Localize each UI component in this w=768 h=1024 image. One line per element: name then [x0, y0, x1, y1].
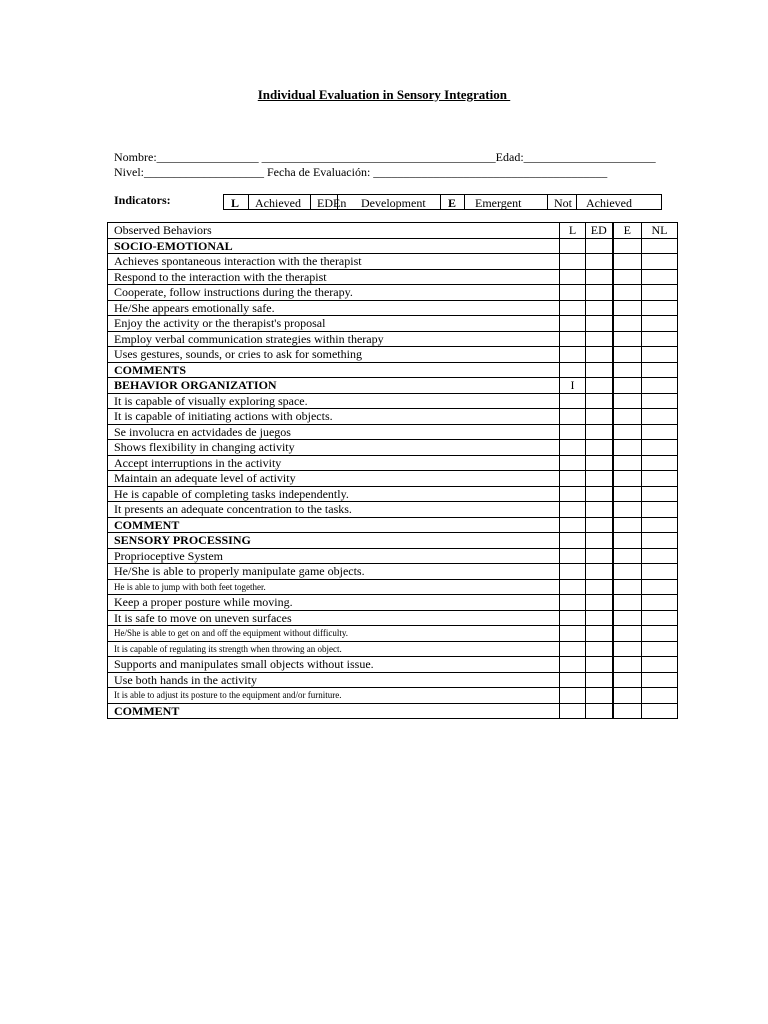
check-nl[interactable]: [642, 316, 678, 332]
check-l[interactable]: [560, 564, 586, 580]
check-e[interactable]: [613, 455, 642, 471]
check-l[interactable]: [560, 424, 586, 440]
table-row: [108, 440, 678, 456]
check-e[interactable]: [613, 688, 642, 704]
table-row: [108, 347, 678, 363]
behavior-label: Use both hands in the activity: [108, 672, 560, 688]
check-e[interactable]: [613, 579, 642, 595]
check-nl[interactable]: [642, 362, 678, 378]
table-row: [108, 626, 678, 642]
behavior-label: It is capable of initiating actions with objects.: [108, 409, 560, 425]
check-ed[interactable]: [586, 424, 613, 440]
check-l[interactable]: [560, 455, 586, 471]
check-nl[interactable]: [642, 331, 678, 347]
indicator-e: E: [448, 196, 457, 210]
table-row: [108, 471, 678, 487]
check-nl[interactable]: [642, 672, 678, 688]
table-row: [108, 285, 678, 301]
check-nl[interactable]: [642, 703, 678, 719]
check-l[interactable]: [560, 688, 586, 704]
section-title: BEHAVIOR ORGANIZATION: [108, 378, 560, 394]
table-row: [108, 688, 678, 704]
check-nl[interactable]: [642, 610, 678, 626]
section-row: [108, 533, 678, 549]
check-e[interactable]: [613, 626, 642, 642]
behavior-label: It is capable of visually exploring space.: [108, 393, 560, 409]
behavior-label: It is safe to move on uneven surfaces: [108, 610, 560, 626]
check-ed[interactable]: [586, 254, 613, 270]
check-ed[interactable]: [586, 486, 613, 502]
check-e[interactable]: [613, 254, 642, 270]
check-e[interactable]: [613, 610, 642, 626]
check-nl[interactable]: [642, 269, 678, 285]
check-nl[interactable]: [642, 254, 678, 270]
check-l[interactable]: [560, 347, 586, 363]
check-nl[interactable]: [642, 486, 678, 502]
indicator-l-text: Achieved: [255, 196, 301, 210]
section-title: SOCIO-EMOTIONAL: [108, 238, 560, 254]
check-e[interactable]: [613, 548, 642, 564]
indicator-nl: Not: [554, 196, 572, 210]
table-row: [108, 486, 678, 502]
header-e: E: [613, 223, 642, 239]
behavior-label: Shows flexibility in changing activity: [108, 440, 560, 456]
check-ed[interactable]: [586, 316, 613, 332]
check-ed[interactable]: [586, 626, 613, 642]
behavior-label: Accept interruptions in the activity: [108, 455, 560, 471]
check-e[interactable]: [613, 502, 642, 518]
check-nl[interactable]: [642, 564, 678, 580]
check-nl[interactable]: [642, 641, 678, 657]
table-row: [108, 254, 678, 270]
check-ed[interactable]: [586, 300, 613, 316]
check-ed[interactable]: [586, 393, 613, 409]
behavior-label: Supports and manipulates small objects without issue.: [108, 657, 560, 673]
check-ed[interactable]: [586, 285, 613, 301]
behavior-label: Respond to the interaction with the therapist: [108, 269, 560, 285]
check-nl[interactable]: [642, 657, 678, 673]
check-nl[interactable]: [642, 440, 678, 456]
check-e[interactable]: [613, 595, 642, 611]
check-nl[interactable]: [642, 378, 678, 394]
section-title: SENSORY PROCESSING: [108, 533, 560, 549]
check-ed[interactable]: [586, 703, 613, 719]
check-e[interactable]: [613, 672, 642, 688]
comment-row: [108, 362, 678, 378]
check-l[interactable]: [560, 362, 586, 378]
behavior-label: Se involucra en actvidades de juegos: [108, 424, 560, 440]
check-ed[interactable]: [586, 347, 613, 363]
table-row: [108, 393, 678, 409]
check-nl[interactable]: [642, 626, 678, 642]
check-nl[interactable]: [642, 285, 678, 301]
table-row: [108, 641, 678, 657]
check-e[interactable]: [613, 285, 642, 301]
check-nl[interactable]: [642, 471, 678, 487]
check-e[interactable]: [613, 424, 642, 440]
check-e[interactable]: [613, 440, 642, 456]
check-e[interactable]: [613, 517, 642, 533]
table-row: [108, 409, 678, 425]
behaviors-table: [107, 222, 678, 719]
check-ed[interactable]: [586, 440, 613, 456]
table-row: [108, 548, 678, 564]
behavior-label: Enjoy the activity or the therapist's proposal: [108, 316, 560, 332]
check-l[interactable]: [560, 657, 586, 673]
table-row: [108, 579, 678, 595]
indicator-nl-text: Achieved: [586, 196, 632, 210]
check-nl[interactable]: [642, 347, 678, 363]
table-row: [108, 672, 678, 688]
check-l[interactable]: [560, 254, 586, 270]
check-ed[interactable]: [586, 409, 613, 425]
table-row: [108, 424, 678, 440]
check-e[interactable]: [613, 238, 642, 254]
check-e[interactable]: [613, 703, 642, 719]
check-l[interactable]: [560, 486, 586, 502]
comment-row: [108, 517, 678, 533]
check-ed[interactable]: [586, 331, 613, 347]
check-l[interactable]: [560, 517, 586, 533]
behavior-label: Employ verbal communication strategies within therapy: [108, 331, 560, 347]
check-e[interactable]: [613, 316, 642, 332]
check-ed[interactable]: [586, 672, 613, 688]
comment-row: [108, 703, 678, 719]
check-ed[interactable]: [586, 533, 613, 549]
behavior-label: He/She is able to properly manipulate game objects.: [108, 564, 560, 580]
behavior-label: He/She appears emotionally safe.: [108, 300, 560, 316]
behavior-label: It is able to adjust its posture to the equipment and/or furniture.: [108, 688, 560, 704]
level-date-line: Nivel:____________________ Fecha de Evaluación: _______________________________________: [114, 165, 608, 179]
check-ed[interactable]: [586, 688, 613, 704]
check-l[interactable]: [560, 579, 586, 595]
indicator-l: L: [231, 196, 240, 210]
section-row: [108, 238, 678, 254]
check-nl[interactable]: [642, 688, 678, 704]
check-nl[interactable]: [642, 424, 678, 440]
check-ed[interactable]: [586, 548, 613, 564]
check-ed[interactable]: [586, 610, 613, 626]
comment-label: COMMENT: [108, 703, 560, 719]
check-e[interactable]: [613, 347, 642, 363]
check-l[interactable]: [560, 409, 586, 425]
table-row: [108, 331, 678, 347]
check-l[interactable]: [560, 285, 586, 301]
check-l[interactable]: [560, 331, 586, 347]
check-ed[interactable]: [586, 502, 613, 518]
behavior-label: It is capable of regulating its strength when throwing an object.: [108, 641, 560, 657]
check-l[interactable]: [560, 703, 586, 719]
check-ed[interactable]: [586, 579, 613, 595]
header-nl: NL: [642, 223, 678, 239]
check-e[interactable]: [613, 362, 642, 378]
check-e[interactable]: [613, 393, 642, 409]
check-l[interactable]: [560, 393, 586, 409]
check-l[interactable]: [560, 672, 586, 688]
check-ed[interactable]: [586, 471, 613, 487]
table-row: [108, 455, 678, 471]
check-ed[interactable]: [586, 362, 613, 378]
header-ed: ED: [586, 223, 613, 239]
indicators-label: Indicators:: [114, 193, 171, 207]
table-row: [108, 657, 678, 673]
behavior-label: He/She is able to get on and off the equipment without difficulty.: [108, 626, 560, 642]
table-header-row: [108, 223, 678, 239]
behavior-label: Cooperate, follow instructions during the therapy.: [108, 285, 560, 301]
check-e[interactable]: [613, 378, 642, 394]
table-row: [108, 564, 678, 580]
check-nl[interactable]: [642, 393, 678, 409]
check-l[interactable]: [560, 533, 586, 549]
table-row: [108, 316, 678, 332]
indicator-ed: EDEn: [317, 196, 347, 210]
section-row: [108, 378, 678, 394]
check-nl[interactable]: [642, 579, 678, 595]
check-nl[interactable]: [642, 548, 678, 564]
table-row: [108, 595, 678, 611]
check-ed[interactable]: [586, 595, 613, 611]
check-nl[interactable]: [642, 455, 678, 471]
check-e[interactable]: [613, 533, 642, 549]
check-l[interactable]: [560, 316, 586, 332]
table-row: [108, 502, 678, 518]
check-l[interactable]: [560, 626, 586, 642]
check-nl[interactable]: [642, 502, 678, 518]
behavior-label: Keep a proper posture while moving.: [108, 595, 560, 611]
check-l[interactable]: [560, 641, 586, 657]
check-e[interactable]: [613, 300, 642, 316]
name-age-line: Nombre:_________________ _______________________________________Edad:______________________: [114, 150, 656, 164]
check-l[interactable]: [560, 548, 586, 564]
table-row: [108, 610, 678, 626]
check-nl[interactable]: [642, 533, 678, 549]
indicator-e-text: Emergent: [475, 196, 522, 210]
check-nl[interactable]: [642, 595, 678, 611]
check-ed[interactable]: [586, 455, 613, 471]
page-title: Individual Evaluation in Sensory Integration: [257, 87, 511, 102]
check-e[interactable]: [613, 409, 642, 425]
check-nl[interactable]: [642, 409, 678, 425]
check-nl[interactable]: [642, 517, 678, 533]
indicators-legend: [223, 194, 662, 210]
check-e[interactable]: [613, 486, 642, 502]
check-e[interactable]: [613, 471, 642, 487]
table-row: [108, 269, 678, 285]
comment-label: COMMENTS: [108, 362, 560, 378]
check-l[interactable]: [560, 595, 586, 611]
check-e[interactable]: [613, 564, 642, 580]
check-nl[interactable]: [642, 300, 678, 316]
check-l[interactable]: [560, 502, 586, 518]
check-ed[interactable]: [586, 641, 613, 657]
header-behaviors: Observed Behaviors: [108, 223, 560, 239]
behavior-label: Achieves spontaneous interaction with the therapist: [108, 254, 560, 270]
check-ed[interactable]: [586, 657, 613, 673]
check-l[interactable]: [560, 238, 586, 254]
check-ed[interactable]: [586, 564, 613, 580]
behavior-label: He is able to jump with both feet together.: [108, 579, 560, 595]
indicator-ed-text: Development: [361, 196, 426, 210]
check-l[interactable]: [560, 471, 586, 487]
check-e[interactable]: [613, 331, 642, 347]
check-ed[interactable]: [586, 378, 613, 394]
check-ed[interactable]: [586, 238, 613, 254]
check-l[interactable]: [560, 269, 586, 285]
check-l[interactable]: [560, 610, 586, 626]
behavior-label: Uses gestures, sounds, or cries to ask for something: [108, 347, 560, 363]
check-e[interactable]: [613, 657, 642, 673]
header-l: L: [560, 223, 586, 239]
check-l[interactable]: [560, 300, 586, 316]
behavior-label: Proprioceptive System: [108, 548, 560, 564]
comment-label: COMMENT: [108, 517, 560, 533]
check-e[interactable]: [613, 269, 642, 285]
check-e[interactable]: [613, 641, 642, 657]
behavior-label: Maintain an adequate level of activity: [108, 471, 560, 487]
behavior-label: It presents an adequate concentration to the tasks.: [108, 502, 560, 518]
check-nl[interactable]: [642, 238, 678, 254]
check-l: I: [560, 378, 586, 394]
table-row: [108, 300, 678, 316]
check-ed[interactable]: [586, 517, 613, 533]
check-ed[interactable]: [586, 269, 613, 285]
check-l[interactable]: [560, 440, 586, 456]
behavior-label: He is capable of completing tasks independently.: [108, 486, 560, 502]
